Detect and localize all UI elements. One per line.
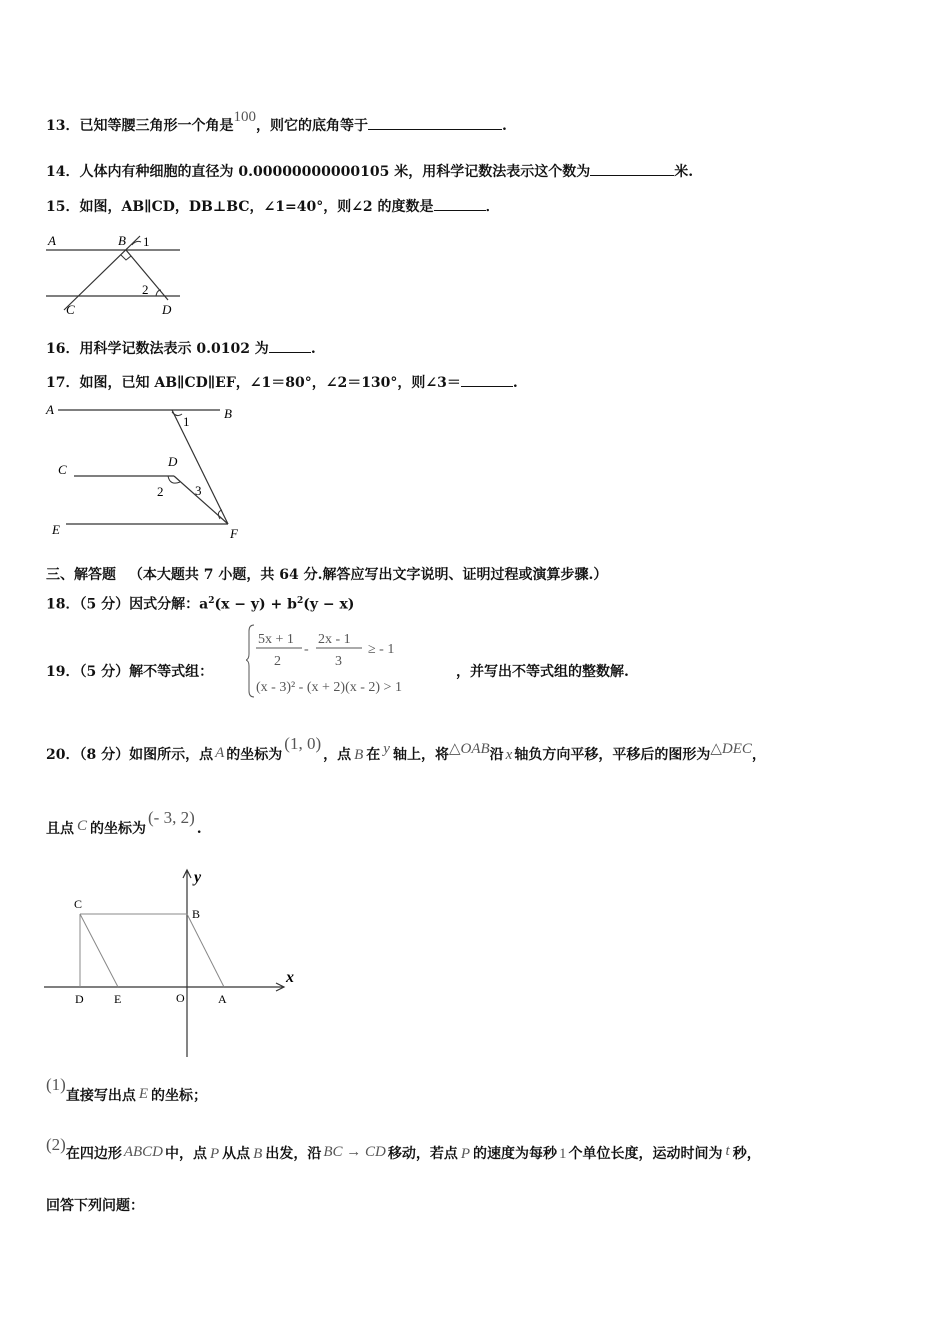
q13-end: . <box>501 118 507 134</box>
q18-expr-a: a <box>199 596 209 613</box>
q13-answer-blank <box>368 115 502 130</box>
q20-text-2: 的坐标为 <box>226 747 283 763</box>
q20-closing-line <box>46 1196 144 1216</box>
q20-sub2-text-b: 中，点 <box>165 1146 207 1162</box>
line-bf <box>172 410 228 524</box>
q18-sup-1: 2 <box>208 596 215 606</box>
q15-answer-blank <box>434 196 486 211</box>
q20-triangle-dec: △DEC <box>710 741 752 757</box>
label-b: B <box>118 233 126 248</box>
q15-text: 15．如图，AB∥CD，DB⊥BC，∠1=40°，则∠2 的度数是 <box>46 199 434 215</box>
q18-sup-2: 2 <box>296 596 304 606</box>
label-1: 1 <box>143 234 150 249</box>
label-a: A <box>48 233 56 248</box>
q20-point-b: B <box>354 747 364 763</box>
q13-angle-value: 100 <box>233 109 256 125</box>
line-bc <box>64 236 140 310</box>
q20-sub2-text-c: 从点 <box>222 1146 251 1162</box>
q17-answer-blank <box>461 372 513 387</box>
q15-figure <box>44 228 186 320</box>
question-17 <box>46 372 518 393</box>
question-19-suffix <box>456 662 629 682</box>
q19-suffix-text: ，并写出不等式组的整数解. <box>456 664 629 680</box>
ineq2: (x - 3)² - (x + 2)(x - 2) > 1 <box>256 680 402 695</box>
label-c: C <box>74 897 83 911</box>
q20-coord-a: (1, 0) <box>284 734 322 753</box>
q20-sub2-text-h: 秒， <box>732 1146 761 1162</box>
q20-text-1: 20．（8 分）如图所示，点 <box>46 747 214 763</box>
q20-sub2-point-p: P <box>210 1146 220 1162</box>
q18-expr-tail: (y − x) <box>303 596 355 613</box>
q20-sub2-quad: ABCD <box>123 1144 163 1160</box>
q20-sub2-path: BC → CD <box>323 1144 386 1160</box>
ineq1-den2: 3 <box>335 654 342 669</box>
section-3-heading <box>46 565 607 585</box>
q19-prefix-text: 19．（5 分）解不等式组： <box>46 664 214 680</box>
label-b: B <box>192 907 201 921</box>
q17-text: 17．如图，已知 AB∥CD∥EF，∠1＝80°，∠2＝130°，则∠3＝ <box>46 375 461 391</box>
q20-subquestion-2 <box>46 1135 761 1164</box>
label-f: F <box>230 526 238 541</box>
question-15 <box>46 196 500 217</box>
ineq1-rhs: ≥ - 1 <box>368 642 395 657</box>
q14-answer-blank <box>590 161 674 176</box>
q20-x-axis: x <box>505 747 513 763</box>
q20-sub1-point-e: E <box>138 1086 148 1102</box>
q20-sub2-text-a: 在四边形 <box>65 1146 122 1162</box>
q20-text-5: 轴上，将 <box>392 747 449 763</box>
q20-sub1-prefix: 直接写出点 <box>65 1088 136 1104</box>
q15-end: ． <box>485 199 500 215</box>
q20-text-6: 沿 <box>489 747 504 763</box>
ineq1-num1: 5x + 1 <box>258 632 294 647</box>
q20-sub2-text-g: 个单位长度，运动时间为 <box>568 1146 723 1162</box>
q20-l2-prefix: 且点 <box>46 821 74 837</box>
label-2: 2 <box>142 282 149 297</box>
ineq1-minus: - <box>304 642 309 657</box>
section-3-title: 三、解答题 <box>46 567 116 583</box>
label-a: A <box>46 402 54 417</box>
q20-text-3: ，点 <box>323 747 352 763</box>
q20-sub2-text-f: 的速度为每秒 <box>473 1146 558 1162</box>
q20-y-axis: y <box>383 741 390 757</box>
question-18 <box>46 591 354 615</box>
q20-sub2-text-e: 移动，若点 <box>387 1146 458 1162</box>
q20-sub2-point-p2: P <box>460 1146 471 1162</box>
label-1: 1 <box>183 414 190 429</box>
question-13 <box>46 109 507 136</box>
q20-sub1-number: (1) <box>46 1075 66 1094</box>
q20-closing-text: 回答下列问题： <box>46 1198 144 1214</box>
section-3-note: （本大题共 7 小题，共 64 分.解答应写出文字说明、证明过程或演算步骤.） <box>128 567 608 583</box>
q13-suffix: ，则它的底角等于 <box>255 118 368 134</box>
q16-text: 16．用科学记数法表示 0.0102 为 <box>46 341 269 357</box>
q13-prefix: 13．已知等腰三角形一个角是 <box>46 118 234 134</box>
label-d: D <box>75 992 84 1006</box>
label-2: 2 <box>157 484 164 499</box>
q20-l2-mid: 的坐标为 <box>90 821 147 837</box>
q18-expr-mid: (x − y) + b <box>214 596 297 613</box>
label-a: A <box>218 992 227 1006</box>
ineq1-num2: 2x - 1 <box>318 632 351 647</box>
label-b: B <box>224 406 232 421</box>
q20-triangle-oab: △OAB <box>448 741 490 757</box>
segment-ce <box>80 914 118 987</box>
q17-end: . <box>512 375 518 391</box>
q16-end: . <box>310 341 316 357</box>
question-16 <box>46 338 316 359</box>
question-20-line-1 <box>46 734 766 765</box>
q19-inequality-system <box>246 621 456 699</box>
label-e: E <box>114 992 122 1006</box>
q20-sub1-suffix: 的坐标； <box>151 1088 207 1104</box>
q20-l2-end: . <box>196 821 202 837</box>
q20-sub2-time-t: t <box>725 1143 730 1159</box>
q20-sub2-speed: 1 <box>559 1146 567 1162</box>
system-brace <box>246 625 254 697</box>
label-x: x <box>286 969 294 986</box>
label-e: E <box>52 522 60 537</box>
q14-end: 米. <box>674 164 694 180</box>
label-y: y <box>194 869 202 886</box>
q20-coord-c: (- 3, 2) <box>148 808 195 827</box>
q20-text-4: 在 <box>366 747 381 763</box>
q20-point-c: C <box>77 818 88 834</box>
q16-answer-blank <box>269 338 311 353</box>
q17-figure <box>44 398 254 544</box>
q20-text-8: ， <box>751 747 766 763</box>
q20-sub2-number: (2) <box>46 1135 66 1154</box>
ineq1-den1: 2 <box>274 654 281 669</box>
question-19-prefix <box>46 662 213 682</box>
label-c: C <box>66 302 75 317</box>
q20-sub2-point-b: B <box>253 1146 263 1162</box>
q20-sub2-text-d: 出发，沿 <box>265 1146 322 1162</box>
label-d: D <box>162 302 172 317</box>
q20-point-a: A <box>215 745 225 761</box>
segment-ba <box>187 914 224 987</box>
q20-coordinate-figure <box>44 862 324 1062</box>
q20-text-7: 轴负方向平移，平移后的图形为 <box>514 747 711 763</box>
question-20-line-2 <box>46 808 202 839</box>
q14-text: 14．人体内有种细胞的直径为 0.00000000000105 米，用科学记数法表示这个数为 <box>46 164 591 180</box>
label-o: O <box>176 991 185 1005</box>
label-c: C <box>58 462 67 477</box>
label-3: 3 <box>195 483 202 498</box>
q18-prefix: 18．（5 分）因式分解： <box>46 596 200 613</box>
q20-subquestion-1 <box>46 1075 207 1106</box>
question-14 <box>46 161 693 182</box>
right-angle-mark <box>121 255 131 260</box>
label-d: D <box>168 454 178 469</box>
